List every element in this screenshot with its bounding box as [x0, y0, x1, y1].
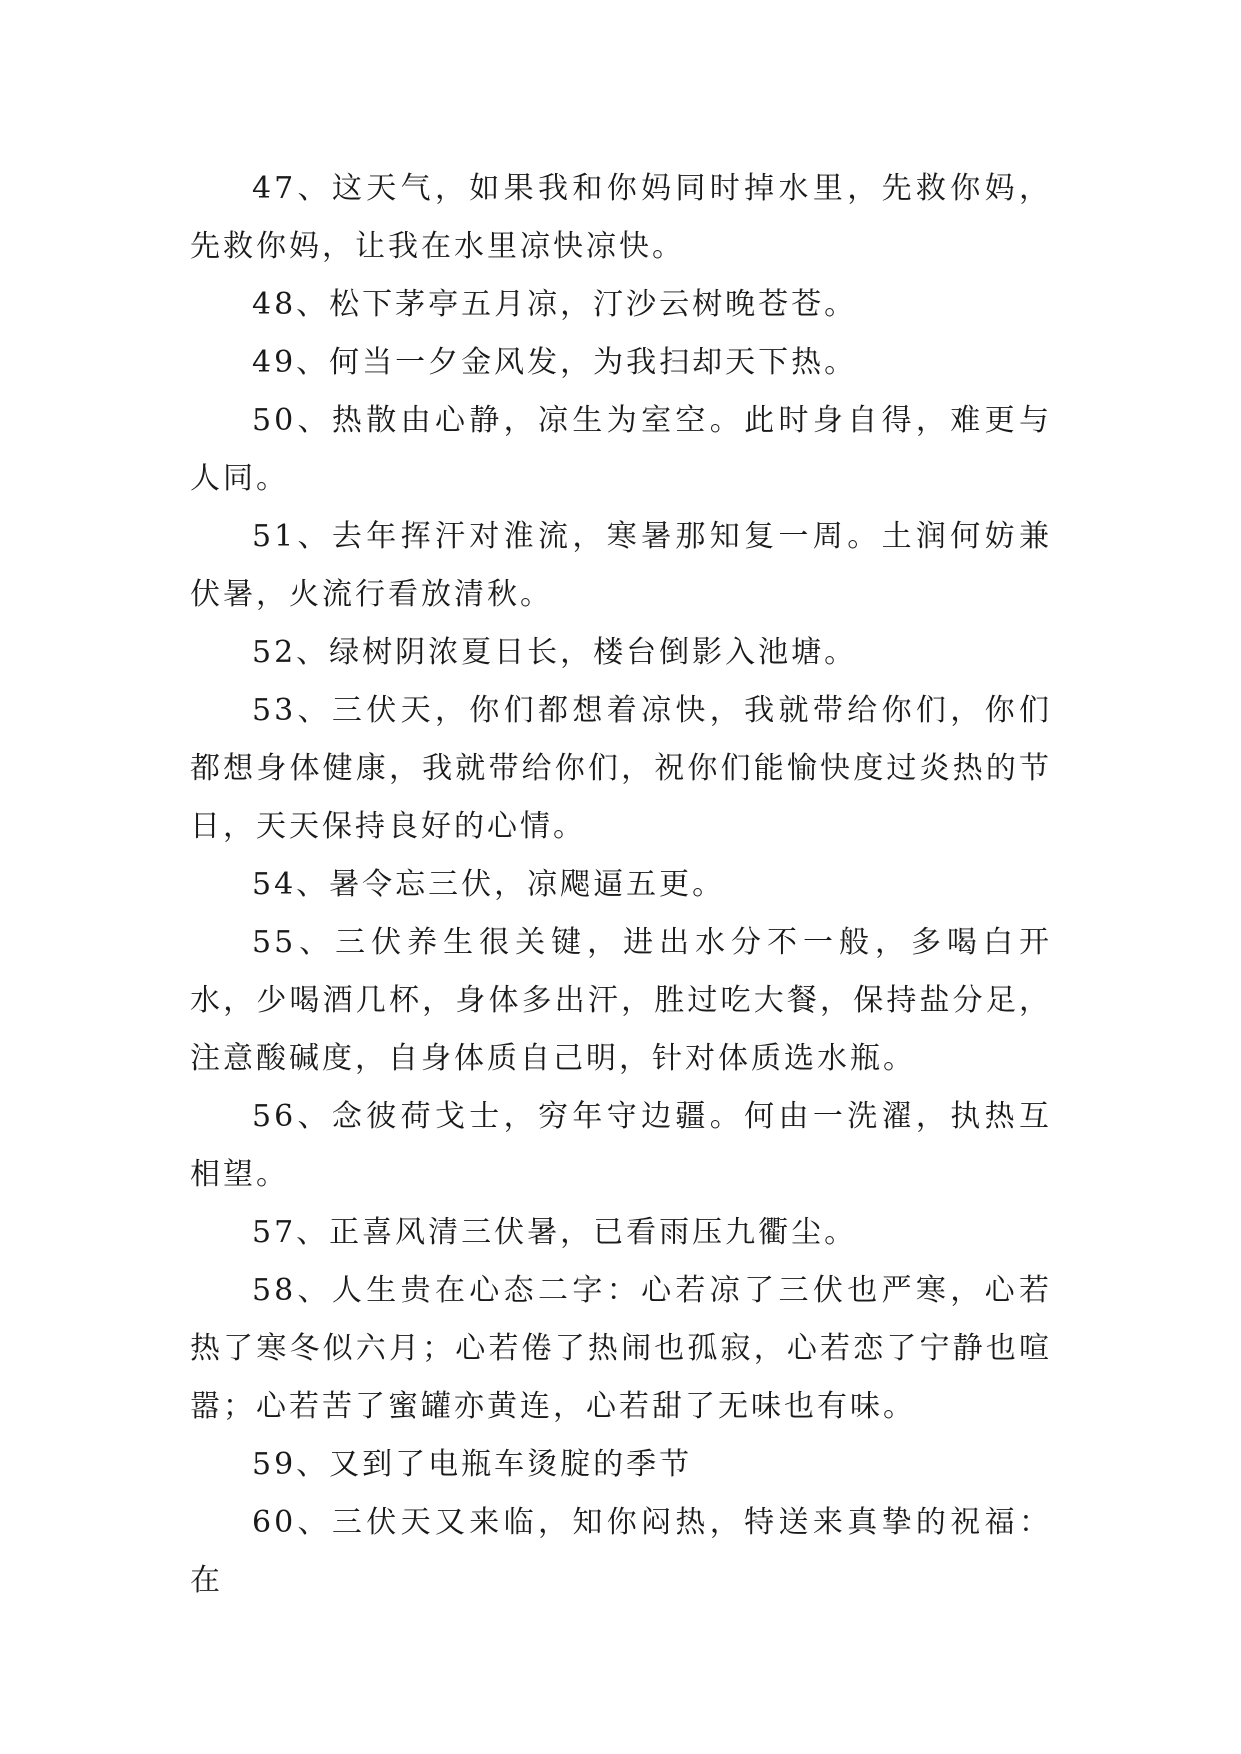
paragraph-59: 59、又到了电瓶车烫腚的季节 — [252, 1447, 693, 1482]
paragraph-60: 60、三伏天又来临，知你闷热，特送来真挚的祝福：在 — [190, 1505, 1052, 1598]
paragraph-50: 50、热散由心静，凉生为室空。此时身自得，难更与人同。 — [190, 403, 1052, 496]
paragraph-57: 57、正喜风清三伏暑，已看雨压九衢尘。 — [252, 1215, 858, 1250]
document-body — [190, 160, 1052, 1610]
paragraph-52: 52、绿树阴浓夏日长，楼台倒影入池塘。 — [252, 635, 858, 670]
paragraph-55: 55、三伏养生很关键，进出水分不一般，多喝白开水，少喝酒几杯，身体多出汗，胜过吃大餐，保持盐分足，注意酸碱度，自身体质自己明，针对体质选水瓶。 — [190, 925, 1052, 1076]
paragraph-54: 54、暑令忘三伏，凉飔逼五更。 — [252, 867, 726, 902]
paragraph-51: 51、去年挥汗对淮流，寒暑那知复一周。土润何妨兼伏暑，火流行看放清秋。 — [190, 519, 1052, 612]
paragraph-53: 53、三伏天，你们都想着凉快，我就带给你们，你们都想身体健康，我就带给你们，祝你们能愉快度过炎热的节日，天天保持良好的心情。 — [190, 693, 1052, 844]
paragraph-56: 56、念彼荷戈士，穷年守边疆。何由一洗濯，执热互相望。 — [190, 1099, 1052, 1192]
paragraph-58: 58、人生贵在心态二字：心若凉了三伏也严寒，心若热了寒冬似六月；心若倦了热闹也孤寂，心若恋了宁静也喧嚣；心若苦了蜜罐亦黄连，心若甜了无味也有味。 — [190, 1273, 1052, 1424]
paragraph-47: 47、这天气，如果我和你妈同时掉水里，先救你妈，先救你妈，让我在水里凉快凉快。 — [190, 171, 1052, 264]
paragraph-48: 48、松下茅亭五月凉，汀沙云树晚苍苍。 — [252, 287, 858, 322]
paragraph-49: 49、何当一夕金风发，为我扫却天下热。 — [252, 345, 858, 380]
